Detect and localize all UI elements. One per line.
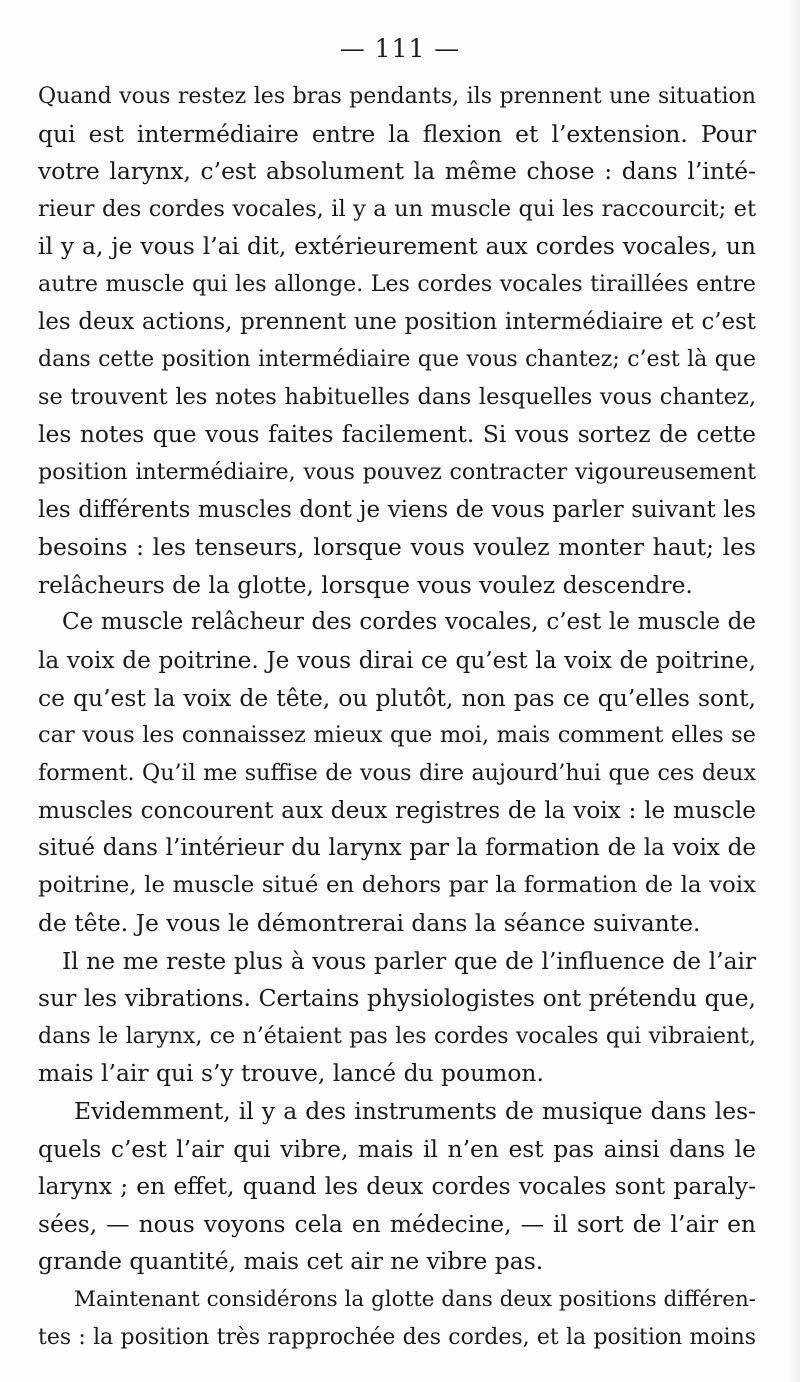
paragraph-3-line-1: Il ne me reste plus à vous parler que de l’influence de l’air [62, 947, 756, 975]
paragraph-2-line-4: car vous les connaissez mieux que moi, mais comment elles se [38, 722, 756, 749]
paragraph-1-line-1: Quand vous restez les bras pendants, ils prennent une situation [38, 84, 756, 109]
paragraph-4-line-4: sées, — nous voyons cela en médecine, — il sort de l’air en [38, 1209, 756, 1238]
paragraph-2-line-9: de tête. Je vous le démontrerai dans la séance suivante. [38, 909, 701, 938]
paragraph-1-line-2: qui est intermédiaire entre la flexion et l’extension. Pour [38, 119, 756, 148]
paragraph-1-line-3: votre larynx, c’est absolument la même chose : dans l’inté- [38, 157, 756, 186]
paragraph-2-line-5: forment. Qu’il me suffise de vous dire aujourd’hui que ces deux [38, 759, 756, 786]
paragraph-1-line-4: rieur des cordes vocales, il y a un muscle qui les raccourcit; et [38, 195, 756, 222]
paragraph-4-line-1: Evidemment, il y a des instruments de musique dans les- [74, 1097, 756, 1126]
paragraph-1-line-14: relâcheurs de la glotte, lorsque vous voulez descendre. [38, 570, 693, 599]
body-text [38, 78, 756, 1356]
paragraph-1-line-13: besoins : les tenseurs, lorsque vous voulez monter haut; les [38, 533, 756, 562]
paragraph-1-line-12: les différents muscles dont je viens de vous parler suivant les [38, 496, 756, 523]
paragraph-2-line-2: la voix de poitrine. Je vous dirai ce qu’est la voix de poitrine, [38, 646, 756, 674]
paragraph-4-line-5: grande quantité, mais cet air ne vibre pas. [38, 1247, 544, 1276]
paragraph-2-line-6: muscles concourent aux deux registres de la voix : le muscle [38, 797, 756, 825]
paragraph-2-line-7: situé dans l’intérieur du larynx par la formation de la voix de [38, 834, 756, 861]
paragraph-1-line-6: autre muscle qui les allonge. Les cordes vocales tiraillées entre [38, 270, 756, 297]
paragraph-4-line-3: larynx ; en effet, quand les deux cordes vocales sont paraly- [38, 1172, 756, 1201]
paragraph-3-line-4: mais l’air qui s’y trouve, lancé du poumon. [38, 1059, 544, 1088]
paragraph-1-line-7: les deux actions, prennent une position intermédiaire et c’est [38, 308, 756, 335]
paragraph-1-line-5: il y a, je vous l’ai dit, extérieurement aux cordes vocales, un [38, 232, 756, 261]
paragraph-4-line-2: quels c’est l’air qui vibre, mais il n’en est pas ainsi dans le [38, 1134, 756, 1163]
paragraph-5-line-1: Maintenant considérons la glotte dans deux positions différen- [74, 1287, 756, 1312]
paragraph-3-line-2: sur les vibrations. Certains physiologistes ont prétendu que, [38, 984, 756, 1013]
paragraph-2-line-3: ce qu’est la voix de tête, ou plutôt, non pas ce qu’elles sont, [38, 683, 756, 712]
paragraph-5-line-2: tes : la position très rapprochée des cordes, et la position moins [38, 1324, 756, 1350]
paragraph-2-line-8: poitrine, le muscle situé en dehors par la formation de la voix [38, 872, 756, 899]
paragraph-1-line-9: se trouvent les notes habituelles dans lesquelles vous chantez, [38, 383, 756, 410]
page-number: — 111 — [339, 34, 461, 63]
paragraph-3-line-3: dans le larynx, ce n’étaient pas les cordes vocales qui vibraient, [38, 1023, 756, 1049]
paragraph-1-line-11: position intermédiaire, vous pouvez contracter vigoureusement [38, 458, 756, 485]
paragraph-2-line-1: Ce muscle relâcheur des cordes vocales, c’est le muscle de [62, 609, 756, 636]
page-edge-shadow [788, 0, 800, 1382]
paragraph-1-line-8: dans cette position intermédiaire que vous chantez; c’est là que [38, 347, 756, 373]
paragraph-1-line-10: les notes que vous faites facilement. Si vous sortez de cette [38, 420, 756, 449]
